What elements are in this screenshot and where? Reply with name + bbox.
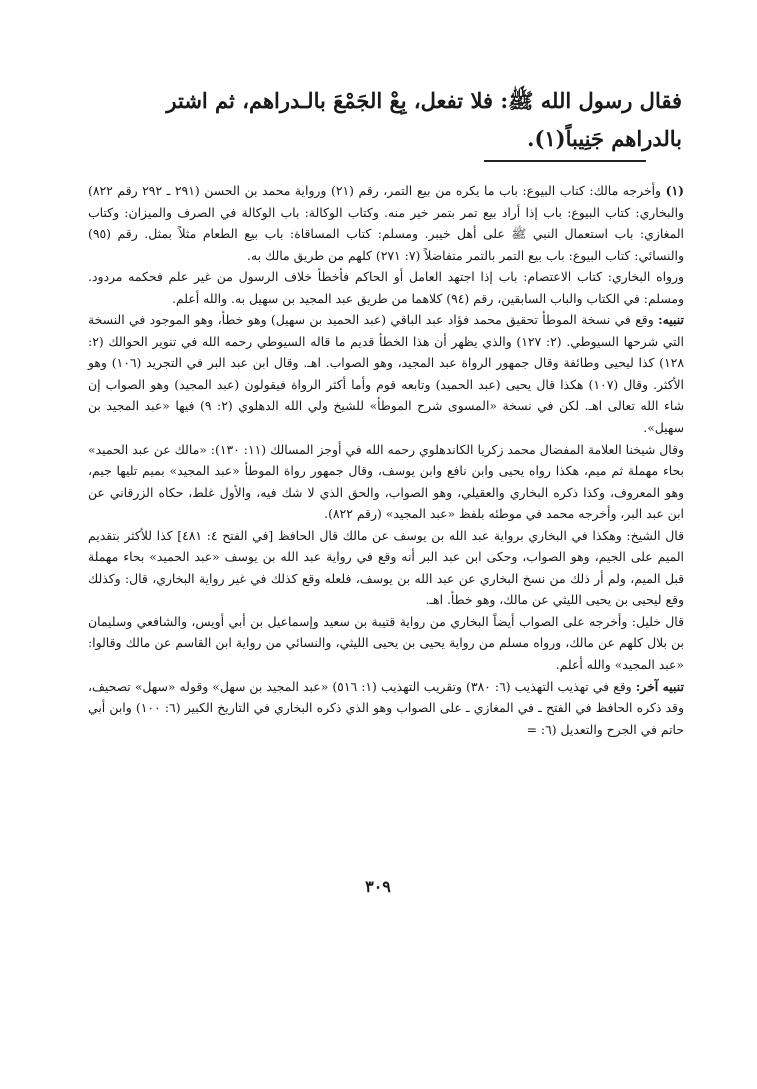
page-number: ٣٠٩	[365, 877, 391, 896]
main-text: فقال رسول الله ﷺ: فلا تفعل، بِعْ الجَمْعَ بالـدراهم، ثم اشتر بالدراهم جَنِيباً(١).	[166, 88, 682, 151]
note-tanbih	[88, 309, 684, 438]
note-tanbih-akhar-text: وقع في تهذيب التهذيب (٦: ٣٨٠) وتقريب التهذيب (١: ٥١٦) «عبد المجيد بن سهل» وقوله «سهل» تصحيف، وقد ذكره الحافظ في الفتح ـ في المغازي ـ على الصواب وهو الذي ذكره البخاري في التاريخ الكبير (٦: ١٠٠) وابن أبي حاتم في الجرح والتعديل (٦: =	[88, 678, 684, 737]
footnote-1	[88, 180, 684, 266]
footnote-paragraph-5: قال الشيخ: وهكذا في البخاري برواية عبد الله بن يوسف عن مالك قال الحافظ [في الفتح ٤: ٤٨١] كذا للأكثر بتقديم الميم على الجيم، وهو الصواب، وحكى ابن عبد البر أنه وقع في رواية عبد الله بن يوسف «عبد الحميد» بحاء مهملة قبل الميم، ولم أر ذلك من نسخ البخاري عن عبد الله بن يوسف، فلعله وقع كذلك في غير رواية البخاري، قال: وكذلك وقع ليحيى بن يحيى الليثي عن مالك، وهو خطأ. اهـ.	[88, 527, 684, 608]
footnote-1-text: وأخرجه مالك: كتاب البيوع: باب ما يكره من بيع التمر، رقم (٢١) ورواية محمد بن الحسن (٢٩١ ـ ٢٩٢ رقم ٨٢٢) والبخاري: كتاب البيوع: باب إذا أراد بيع تمر بتمر خير منه. وكتاب الوكالة: باب الوكالة في الصرف والميزان: وكتاب المغازي: باب استعمال النبي ﷺ على أهل خيبر. ومسلم: كتاب المساقاة: باب بيع الطعام مثلاً بمثل. رقم (٩٥) والنسائي: كتاب البيوع: باب بيع التمر بالتمر متفاضلاً (٧: ٢٧١) كلهم من طريق مالك به.	[88, 183, 684, 263]
note-tanbih-akhar	[88, 676, 684, 741]
footnote-paragraph-6: قال خليل: وأخرجه على الصواب أيضاً البخاري من رواية قتيبة بن سعيد وإسماعيل بن أبي أويس، والشافعي وسليمان بن بلال كلهم عن مالك، ورواه مسلم من رواية يحيى بن يحيى الليثي، والنسائي من رواية ابن القاسم عن مالك وقالوا: «عبد المجيد» والله أعلم.	[88, 613, 684, 673]
footnote-separator	[484, 160, 646, 162]
note-tanbih-label: تنبيه:	[658, 312, 684, 328]
note-tanbih-text: وقع في نسخة الموطأ تحقيق محمد فؤاد عبد الباقي (عبد الحميد بن سهيل) وهو خطأ، وهو الموجود في النسخة التي شرحها السيوطي. (٢: ١٢٧) والذي يظهر أن هذا الخطأ قديم ما قاله السيوطي رحمه الله في تنوير الحوالك (٢: ١٢٨) كذا ليحيى وطائفة وقال جمهور الرواة عبد المجيد، وهو الصواب. اهـ. وقال ابن عبد البر في التجريد (١٠٦) وهو الأكثر. وقال (١٠٧) هكذا قال يحيى (عبد الحميد) وتابعه قوم وأما أكثر الرواة فيقولون (عبد المجيد) وهو الصواب إن شاء الله تعالى اهـ. لكن في نسخة «المسوى شرح الموطأ» للشيخ ولي الله الدهلوي (٢: ٩) فيها «عبد المجيد بن سهيل».	[88, 312, 685, 436]
footnote-1-label: (١)	[665, 183, 685, 198]
footnotes	[88, 180, 684, 740]
footnote-paragraph-4: وقال شيخنا العلامة المفضال محمد زكريا الكاندهلوي رحمه الله في أوجز المسالك (١١: ١٣٠): «مالك عن عبد الحميد» بحاء مهملة ثم ميم، هكذا رواه يحيى وابن نافع وابن يوسف، وقال جمهور رواة الموطأ «عبد المجيد» بميم تليها جيم، وهو المعروف، وكذا ذكره البخاري والعقيلي، وهو الصواب، والحق الذي لا شك فيه، والأول غلط، حكاه الزرقاني عن ابن عبد البر، وأخرجه محمد في موطئه بلفظ «عبد المجيد» (رقم ٨٢٢).	[88, 441, 684, 522]
note-tanbih-akhar-label: تنبيه آخر:	[635, 678, 684, 694]
footnote-paragraph-2: ورواه البخاري: كتاب الاعتصام: باب إذا اجتهد العامل أو الحاكم فأخطأ خلاف الرسول من غير علم فحكمه مردود. ومسلم: في الكتاب والباب السابقين، رقم (٩٤) كلاهما من طريق عبد المجيد بن سهيل به. والله أعلم.	[88, 269, 684, 306]
